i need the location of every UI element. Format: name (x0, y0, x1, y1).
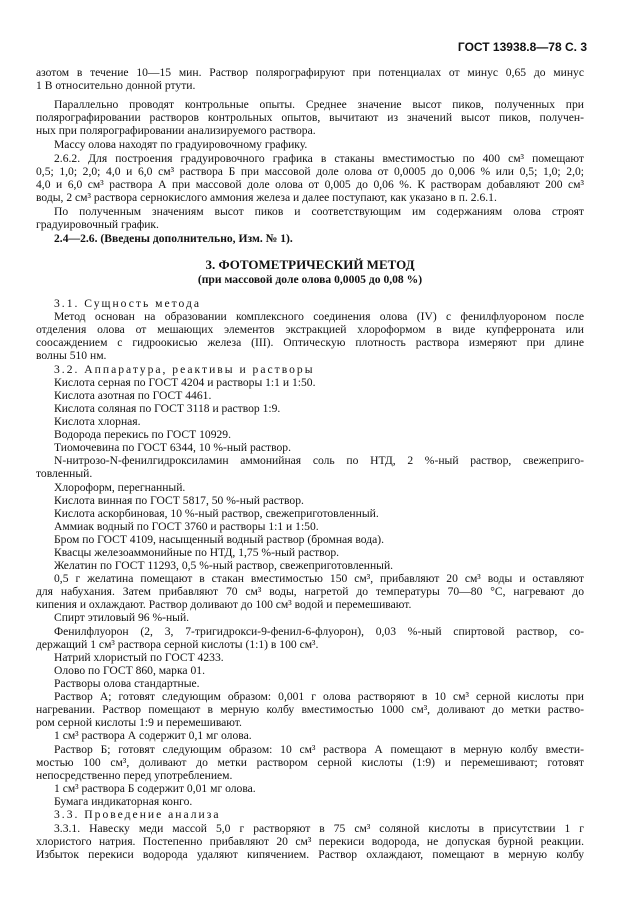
text-line: Избыток перекиси водорода удаляют кипячением. Раствор охлаждают, помещают в мерную колбу (36, 848, 584, 861)
text-line: Натрий хлористый по ГОСТ 4233. (54, 651, 224, 664)
section-title: 3. ФОТОМЕТРИЧЕСКИЙ МЕТОД (205, 258, 415, 271)
amendment-note: 2.4—2.6. (Введены дополнительно, Изм. № 1). (54, 232, 293, 245)
text-line: Растворы олова стандартные. (54, 677, 200, 690)
text-line: Фенилфлуорон (2, 3, 7-тригидрокси-9-фенил-6-флуорон), 0,03 %-ный спиртовой раствор, со- (54, 625, 584, 638)
text-line: хлористого натрия. Постепенно прибавляют 20 см³ перекиси водорода, не допуская бурной реакции. (36, 835, 584, 848)
text-line: нагревании. Раствор помещают в мерную колбу вместимостью 1000 см³, доливают до метки раство- (36, 703, 584, 716)
text-line: отделения олова от мешающих элементов экстракцией хлороформом в виде купферроната или (36, 323, 584, 336)
text-line: Спирт этиловый 96 %-ный. (54, 611, 190, 624)
text-line: 1 см³ раствора Б содержит 0,01 мг олова. (54, 782, 256, 795)
text-line: Бумага индикаторная конго. (54, 795, 193, 808)
text-line: Раствор Б; готовят следующим образом: 10 см³ раствора А помещают в мерную колбу вмести- (54, 743, 584, 756)
text-line: Кислота винная по ГОСТ 5817, 50 %-ный раствор. (54, 494, 304, 507)
text-line: волны 510 нм. (36, 349, 107, 362)
text-line: Хлороформ, перегнанный. (54, 481, 186, 494)
text-line: По полученным значениям высот пиков и соответствующим им содержаниям олова строят (54, 205, 584, 218)
text-line: Бром по ГОСТ 4109, насыщенный водный раствор (бромная вода). (54, 533, 385, 546)
text-line: 3.3.1. Навеску меди массой 5,0 г растворяют в 75 см³ соляной кислоты в присутствии 1 г (54, 822, 584, 835)
text-line: Кислота соляная по ГОСТ 3118 и раствор 1:9. (54, 402, 281, 415)
text-line: соосаждением с гидроокисью железа (III). Оптическую плотность раствора измеряют при длине (36, 336, 584, 349)
text-line: Аммиак водный по ГОСТ 3760 и растворы 1:1 и 1:50. (54, 520, 319, 533)
text-line: ных при полярографировании анализируемого раствора. (36, 124, 316, 137)
text-line: ром серной кислоты 1:9 и перемешивают. (36, 716, 242, 729)
text-line: азотом в течение 10—15 мин. Раствор полярографируют при потенциалах от минус 0,65 до минус (36, 66, 584, 79)
text-line: Квасцы железоаммонийные по НТД, 1,75 %-ный раствор. (54, 546, 340, 559)
text-line: 1 см³ раствора А содержит 0,1 мг олова. (54, 729, 252, 742)
text-line: Кислота азотная по ГОСТ 4461. (54, 389, 212, 402)
subsection-heading: 3.1. Сущность метода (54, 297, 202, 310)
section-subtitle: (при массовой доле олова 0,0005 до 0,08 %) (197, 273, 423, 286)
text-line: непосредственно перед употреблением. (36, 769, 233, 782)
text-line: N-нитрозо-N-фенилгидроксиламин аммонийная соль по НТД, 2 %-ный раствор, свежеприго- (54, 454, 584, 467)
text-line: Параллельно проводят контрольные опыты. Среднее значение высот пиков, полученных при (54, 98, 584, 111)
text-line: 0,5 г желатина помещают в стакан вместимостью 150 см³, прибавляют 20 см³ воды и оставляют (54, 572, 584, 585)
text-line: Кислота аскорбиновая, 10 %-ный раствор, свежеприготовленный. (54, 507, 379, 520)
text-line: Желатин по ГОСТ 11293, 0,5 %-ный раствор, свежеприготовленный. (54, 559, 394, 572)
text-line: Водорода перекись по ГОСТ 10929. (54, 428, 231, 441)
subsection-heading: 3.3. Проведение анализа (54, 808, 221, 821)
text-line: Метод основан на образовании комплексного соединения олова (IV) с фенилфлуороном после (54, 310, 584, 323)
text-line: Массу олова находят по градуировочному графику. (54, 138, 308, 151)
subsection-heading: 3.2. Аппаратура, реактивы и растворы (54, 363, 315, 376)
text-line: для набухания. Затем прибавляют 70 см³ воды, нагретой до температуры 70—80 °С, нагревают до (36, 585, 584, 598)
text-line: Кислота серная по ГОСТ 4204 и растворы 1:1 и 1:50. (54, 376, 316, 389)
text-line: кипения и охлаждают. Раствор доливают до 100 см³ водой и перемешивают. (36, 598, 412, 611)
text-line: мостью 100 см³, доливают до метки раствором серной кислоты (1:9) и перемешивают; готовят (36, 756, 584, 769)
text-line: 4,0 и 6,0 см³ раствора А при массовой доле олова от 0,005 до 0,06 %. К растворам добавляют 200 см³ (36, 178, 584, 191)
text-line: 0,5; 1,0; 2,0; 4,0 и 6,0 см³ раствора Б при массовой доле олова от 0,0005 до 0,006 % или 0,5; 1,0; 2,0; (36, 165, 584, 178)
text-line: Раствор А; готовят следующим образом: 0,001 г олова растворяют в 10 см³ серной кислоты при (54, 690, 584, 703)
text-line: 2.6.2. Для построения градуировочного графика в стаканы вместимостью по 400 см³ помещают (54, 152, 584, 165)
text-line: полярографировании растворов контрольных опытов, вычитают из значений высот пиков, получен- (36, 111, 584, 124)
text-line: Олово по ГОСТ 860, марка 01. (54, 664, 205, 677)
text-line: товленный. (36, 467, 93, 480)
page-header: ГОСТ 13938.8—78 С. 3 (457, 40, 587, 54)
text-line: держащий 1 см³ раствора серной кислоты (1:1) в 100 см³. (36, 638, 319, 651)
text-line: 1 В относительно донной ртути. (36, 79, 196, 92)
text-line: градуировочный график. (36, 218, 159, 231)
text-line: Кислота хлорная. (54, 415, 141, 428)
text-line: Тиомочевина по ГОСТ 6344, 10 %-ный раствор. (54, 441, 291, 454)
text-line: воды, 2 см³ раствора сернокислого аммония железа и далее поступают, как указано в п. 2.6.1. (36, 191, 497, 204)
